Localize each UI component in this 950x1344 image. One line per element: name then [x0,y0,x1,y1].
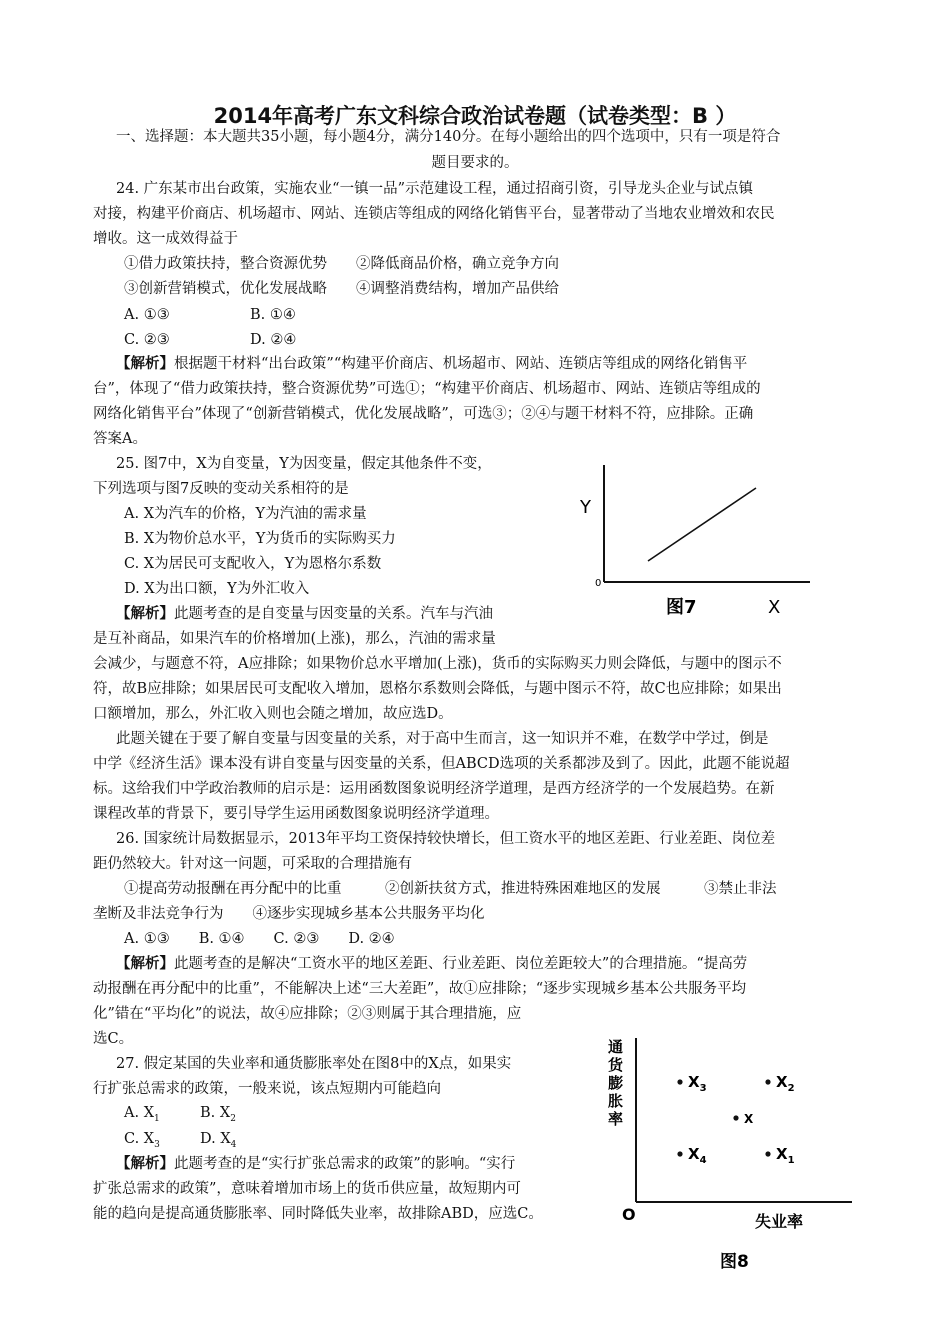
q27-option-b: B. $X_2$ [200,1105,236,1124]
fig8-y-label-char: 通 [608,1038,624,1056]
page-title: 2014年高考广东文科综合政治试卷题（试卷类型：B ） [213,104,737,128]
q27-analysis [116,1151,515,1177]
q24-stem: 增收。这一成效得益于 [93,231,238,247]
q25-stem: 下列选项与图7反映的变动关系相符的是 [93,481,349,497]
q25-option-d: D. X为出口额，Y为外汇收入 [124,581,310,597]
fig8-point-label: $X_4$ [688,1145,707,1166]
q26-stem: 距仍然较大。针对这一问题，可采取的合理措施有 [93,856,412,872]
q26-analysis: 选C。 [93,1031,134,1047]
q24-option-b: B. ①④ [250,307,296,323]
analysis-label: 【解析】 [116,1155,174,1172]
analysis-text: 此题考查的是解决“工资水平的地区差距、行业差距、岗位差距较大”的合理措施。“提高劳 [174,956,748,972]
q27-option-d: D. $X_4$ [200,1131,237,1150]
q27-analysis: 能的趋向是提高通货膨胀率、同时降低失业率，故排除ABD，应选C。 [93,1206,543,1222]
q25-analysis: 会减少，与题意不符，A应排除；如果物价总水平增加(上涨)，货币的实际购买力则会降低，与题中的图示不 [93,656,782,672]
fig7-x-label: X [768,597,781,618]
analysis-text: 此题考查的是自变量与因变量的关系。汽车与汽油 [174,606,493,622]
q25-analysis: 符，故B应排除；如果居民可支配收入增加，恩格尔系数则会降低，与题中图示不符，故C也应排除；如果出 [93,681,782,697]
q26-analysis [116,951,747,977]
q25-analysis: 口额增加，那么，外汇收入则也会随之增加，故应选D。 [93,706,453,722]
analysis-text: 此题考查的是“实行扩张总需求的政策”的影响。“实行 [174,1156,516,1172]
q24-analysis: 网络化销售平台”体现了“创新营销模式，优化发展战略”，可选③；②④与题干材料不符，应排除。正确 [93,406,754,422]
q27-analysis: 扩张总需求的政策”，意味着增加市场上的货币供应量，故短期内可 [93,1181,521,1197]
q24-option-a: A. ①③ [124,307,170,323]
q26-item: ①提高劳动报酬在再分配中的比重 ②创新扶贫方式，推进特殊困难地区的发展 ③禁止非法 [124,881,777,897]
analysis-label: 【解析】 [116,355,174,372]
q24-analysis: 台”，体现了“借力政策扶持，整合资源优势”可选①；“构建平价商店、机场超市、网站、连锁店等组成的 [93,381,761,397]
q25-option-a: A. X为汽车的价格，Y为汽油的需求量 [124,506,367,522]
fig7-trend-line [648,488,756,561]
q25-option-c: C. X为居民可支配收入，Y为恩格尔系数 [124,556,382,572]
q24-item: ③创新营销模式，优化发展战略 ④调整消费结构，增加产品供给 [124,281,559,297]
analysis-label: 【解析】 [116,605,174,622]
q24-analysis: 答案A。 [93,431,147,447]
fig8-point [765,1151,770,1156]
intro-line: 一、选择题：本大题共35小题，每小题4分，满分140分。在每小题给出的四个选项中，只有一项是符合 [116,129,781,145]
q24-analysis [116,351,747,377]
fig8-point-label: $X_2$ [776,1073,795,1094]
intro-line: 题目要求的。 [431,155,519,171]
fig8-y-label-char: 膨 [608,1074,624,1092]
fig8-points [677,1073,794,1166]
q25-comment: 课程改革的背景下，要引导学生运用函数图象说明经济学道理。 [93,806,499,822]
fig7-y-label: Y [580,497,591,518]
fig8-point [765,1079,770,1084]
figure-8 [600,1030,880,1280]
fig8-point-label: $X_3$ [688,1073,707,1094]
fig8-point-label: X [744,1112,754,1126]
q24-item: ①借力政策扶持，整合资源优势 ②降低商品价格，确立竞争方向 [124,256,559,272]
fig7-origin: 0 [595,578,602,589]
figure-7 [560,455,850,640]
q26-analysis: 化”错在“平均化”的说法，故④应排除；②③则属于其合理措施，应 [93,1006,522,1022]
q25-analysis [116,601,493,627]
q25-comment: 中学《经济生活》课本没有讲自变量与因变量的关系，但ABCD选项的关系都涉及到了。因此，此题不能说超 [93,756,790,772]
q27-option-a: A. $X_1$ [124,1105,160,1124]
fig8-y-label-char: 率 [608,1110,624,1128]
fig8-point-label: $X_1$ [776,1145,795,1166]
fig7-caption: 图7 [666,597,697,618]
q25-stem: 25. 图7中，X为自变量，Y为因变量，假定其他条件不变， [116,456,492,472]
q25-comment: 标。这给我们中学政治教师的启示是：运用函数图象说明经济学道理，是西方经济学的一个发展趋势。在新 [93,781,775,797]
q26-analysis: 动报酬在再分配中的比重”，不能解决上述“三大差距”，故①应排除；“逐步实现城乡基本公共服务平均 [93,981,747,997]
analysis-label: 【解析】 [116,955,174,972]
q24-stem: 24. 广东某市出台政策，实施农业“一镇一品”示范建设工程，通过招商引资，引导龙头企业与试点镇 [116,181,753,197]
fig8-point [677,1151,682,1156]
q24-option-c: C. ②③ [124,332,170,348]
fig8-caption: 图8 [720,1252,749,1272]
q26-options: A. ①③ B. ①④ C. ②③ D. ②④ [124,931,395,947]
q25-analysis: 是互补商品，如果汽车的价格增加(上涨)，那么，汽油的需求量 [93,631,496,647]
q24-stem: 对接，构建平价商店、机场超市、网站、连锁店等组成的网络化销售平台，显著带动了当地农业增效和农民 [93,206,775,222]
q26-stem: 26. 国家统计局数据显示，2013年平均工资保持较快增长，但工资水平的地区差距、行业差距、岗位差 [116,831,776,847]
fig8-origin: O [622,1205,636,1224]
q24-option-d: D. ②④ [250,332,297,348]
q25-option-b: B. X为物价总水平，Y为货币的实际购买力 [124,531,396,547]
fig8-y-label [608,1038,624,1128]
q27-stem: 27. 假定某国的失业率和通货膨胀率处在图8中的X点，如果实 [116,1056,512,1072]
q27-option-c: C. $X_3$ [124,1131,160,1150]
fig8-point [733,1115,738,1120]
fig8-y-label-char: 胀 [608,1092,624,1110]
q26-item: 垄断及非法竞争行为 ④逐步实现城乡基本公共服务平均化 [93,906,485,922]
fig8-point [677,1079,682,1084]
q25-comment: 此题关键在于要了解自变量与因变量的关系，对于高中生而言，这一知识并不难，在数学中学过，倒是 [116,731,769,747]
fig8-x-label: 失业率 [755,1212,804,1231]
analysis-text: 根据题干材料“出台政策”“构建平价商店、机场超市、网站、连锁店等组成的网络化销售平 [174,356,748,372]
q27-stem: 行扩张总需求的政策，一般来说，该点短期内可能趋向 [93,1081,441,1097]
fig8-y-label-char: 货 [608,1056,624,1074]
